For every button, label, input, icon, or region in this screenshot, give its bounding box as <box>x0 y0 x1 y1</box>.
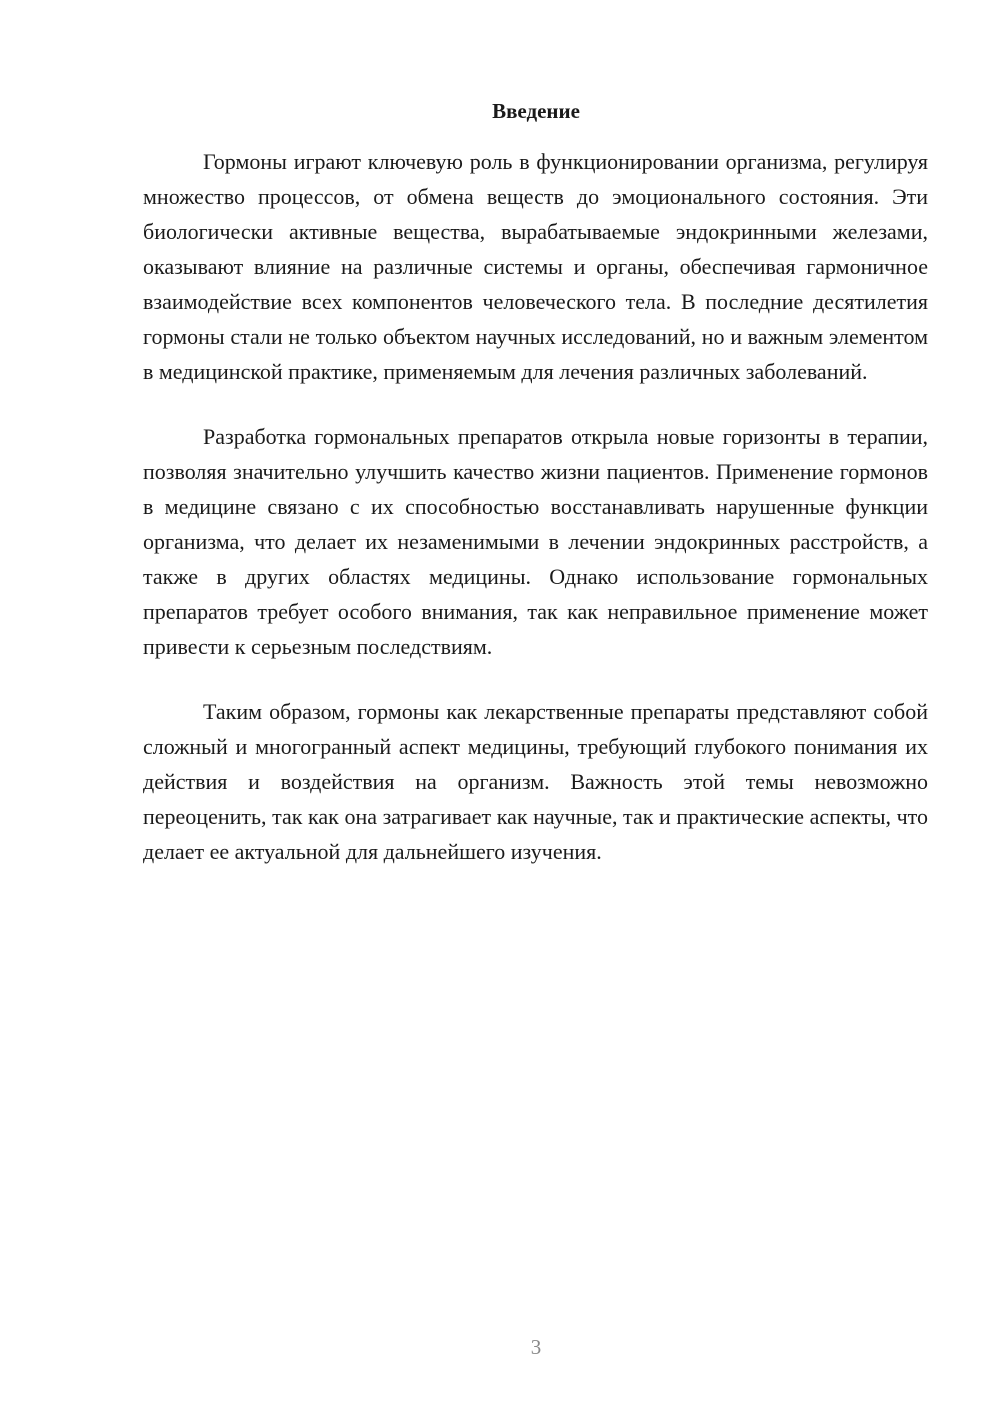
paragraph-3: Таким образом, гормоны как лекарственные препараты представляют собой сложный и многогранный аспект медицины, требующий глубокого понимания их действия и воздействия на организм. Важность этой темы невозможно переоценить, так как она затрагивает как научные, так и практические аспекты, что делает ее актуальной для дальнейшего изучения. <box>143 699 928 864</box>
body-text <box>143 144 928 899</box>
page-number: 3 <box>530 1335 542 1359</box>
section-heading: Введение <box>492 99 580 123</box>
paragraph-1: Гормоны играют ключевую роль в функционировании организма, регулируя множество процессов, от обмена веществ до эмоционального состояния. Эти биологически активные вещества, вырабатываемые эндокринными железами, оказывают влияние на различные системы и органы, обеспечивая гармоничное взаимодействие всех компонентов человеческого тела. В последние десятилетия гормоны стали не только объектом научных исследований, но и важным элементом в медицинской практике, применяемым для лечения различных заболеваний. <box>143 149 928 384</box>
paragraph-2: Разработка гормональных препаратов открыла новые горизонты в терапии, позволяя значительно улучшить качество жизни пациентов. Применение гормонов в медицине связано с их способностью восстанавливать нарушенные функции организма, что делает их незаменимыми в лечении эндокринных расстройств, а также в других областях медицины. Однако использование гормональных препаратов требует особого внимания, так как неправильное применение может привести к серьезным последствиям. <box>143 424 928 659</box>
